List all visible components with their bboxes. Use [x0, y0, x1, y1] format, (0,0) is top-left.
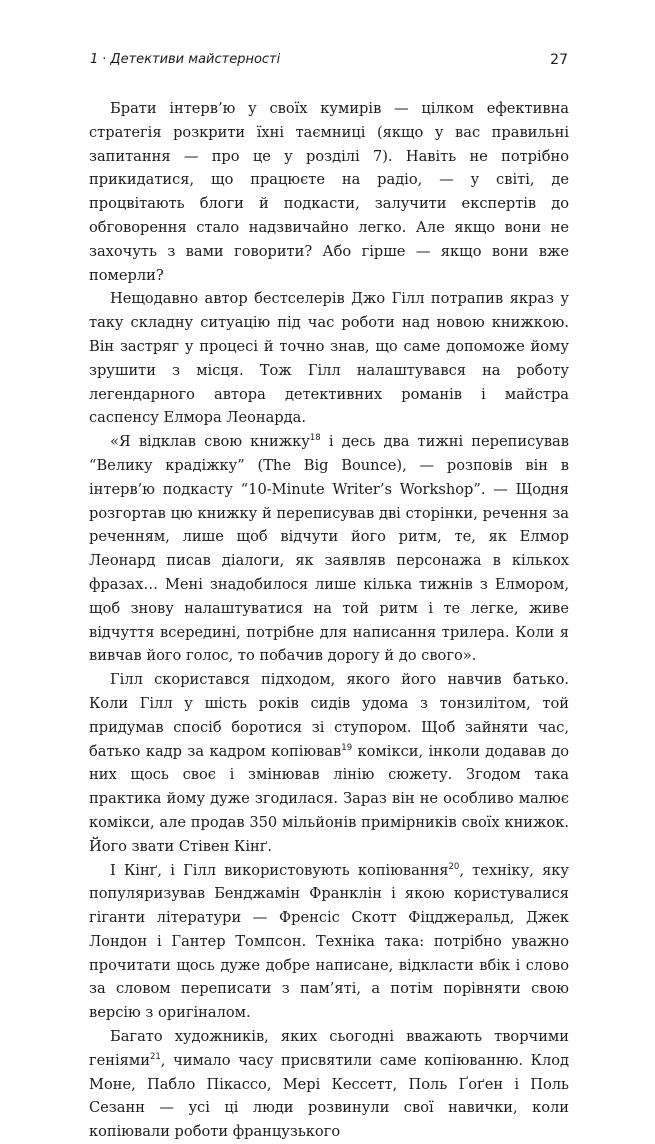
footnote-marker-19: 19: [341, 742, 353, 753]
paragraph-text: , чимало часу присвятили саме копіюванню. Клод Моне, Пабло Пікассо, Мері Кессетт, Поль Ґоґен і Поль Сезанн — усі ці люди розвинули свої навички, коли копіювали роботи французького: [89, 1051, 569, 1141]
paragraph-text: «Я відклав свою книжку: [110, 433, 310, 451]
paragraph-text: Нещодавно автор бестселерів Джо Гілл потрапив якраз у таку складну ситуацію під час роботи над новою книжкою. Він застряг у процесі й точно знав, що саме допоможе йому зрушити з місця. Тож Гілл налаштувався на роботу легендарного автора детективних романів і майстра саспенсу Елмора Леонарда.: [89, 290, 569, 427]
paragraph-text: І Кінґ, і Гілл використовують копіювання: [110, 861, 449, 879]
paragraph-text: і десь два тижні переписував “Велику крадіжку” (The Big Bounce), — розповів він в інтерв’ю подкасту “10-Minute Writer’s Workshop”. — Щодня розгортав цю книжку й переписував дві сторінки, речення за реченням, лише щоб відчути його ритм, те, як Елмор Леонард писав діалоги, як заявляв персонажа в кількох фразах… Мені знадобилося лише кілька тижнів з Елмором, щоб знову налаштуватися на той ритм і те легке, живе відчуття всередині, потрібне для написання трилера. Коли я вивчав його голос, то побачив дорогу й до свого».: [89, 433, 569, 665]
paragraph-text: Гілл скористався підходом, якого його навчив батько. Коли Гілл у шість років сидів удома з тонзилітом, той придумав спосіб боротися зі ступором. Щоб зайняти час, батько кадр за кадром копіював: [89, 671, 569, 760]
paragraph-2: [89, 287, 569, 430]
paragraph-1: [89, 97, 569, 287]
footnote-marker-20: 20: [448, 861, 460, 872]
footnote-marker-18: 18: [309, 433, 321, 444]
paragraph-5: [89, 859, 569, 1026]
chapter-number: 1: [90, 52, 99, 67]
page-number: 27: [550, 52, 568, 68]
chapter-separator: ·: [102, 52, 107, 67]
chapter-reference: [90, 50, 280, 70]
paragraph-4: [89, 668, 569, 858]
paragraph-6: [89, 1025, 569, 1144]
paragraph-text: комікси, інколи додавав до них щось своє і змінював лінію сюжету. Згодом така практика йому дуже згодилася. Зараз він не особливо малює комікси, але продав 350 мільйонів примірників своїх книжок. Його звати Стівен Кінґ.: [89, 742, 569, 855]
paragraph-text: , техніку, яку популяризував Бенджамін Франклін і якою користувалися гіганти літератури — Френсіс Скотт Фіцджеральд, Джек Лондон і Гантер Томпсон. Техніка така: потрібно уважно прочитати щось дуже добре написане, відкласти вбік і слово за словом переписати з пам’яті, а потім порівняти свою версію з оригіналом.: [89, 861, 569, 1022]
paragraph-text: Багато художників, яких сьогодні вважають творчими геніями: [89, 1028, 569, 1069]
running-header: [90, 50, 568, 70]
body-text: [89, 97, 569, 1144]
paragraph-text: Брати інтерв’ю у своїх кумирів — цілком ефективна стратегія розкрити їхні таємниці (якщо у вас правильні запитання — про це у розділі 7). Навіть не потрібно прикидатися, що працюєте на радіо, — у світі, де процвітають блоги й подкасти, залучити експертів до обговорення стало надзвичайно легко. Але якщо вони не захочуть з вами говорити? Або гірше — якщо вони вже померли?: [89, 100, 569, 284]
chapter-title: Детективи майстерності: [110, 52, 281, 67]
paragraph-3: [89, 430, 569, 668]
footnote-marker-21: 21: [149, 1051, 161, 1062]
